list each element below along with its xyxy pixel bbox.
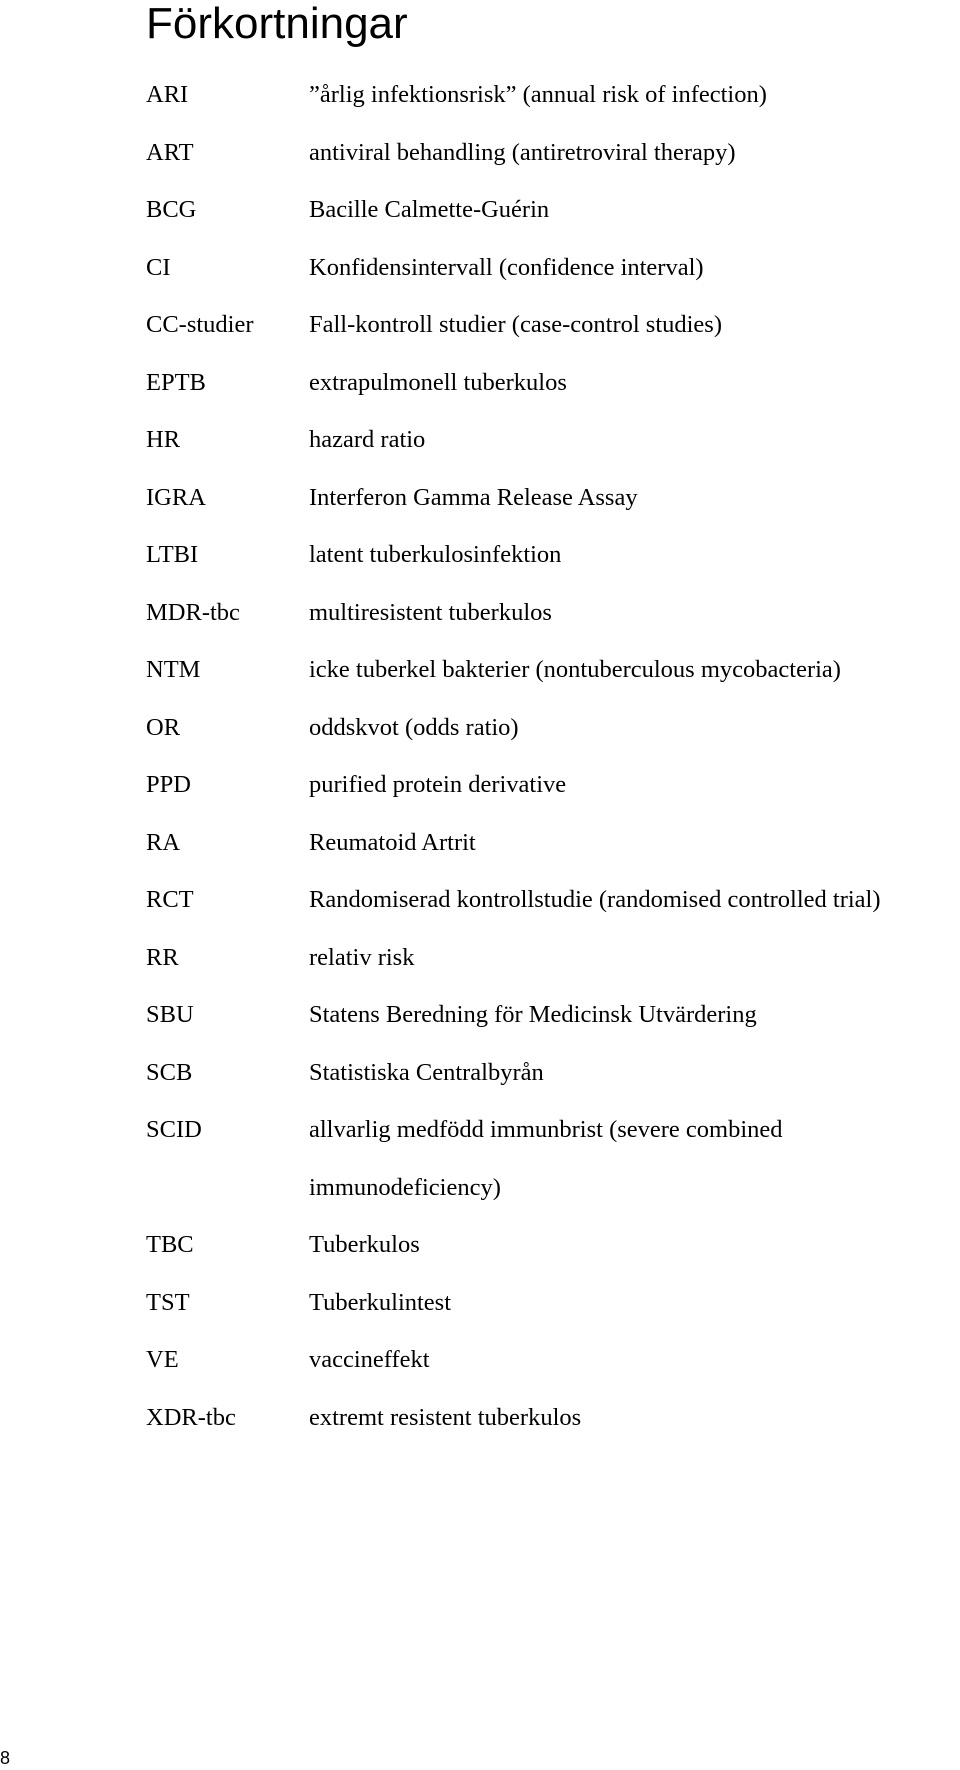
- abbreviation: XDR-tbc: [146, 1403, 236, 1431]
- abbreviation-definition: Interferon Gamma Release Assay: [309, 483, 638, 511]
- abbreviation-entry: [146, 469, 946, 527]
- abbreviation-definition: extrapulmonell tuberkulos: [309, 368, 567, 396]
- abbreviation: PPD: [146, 771, 191, 798]
- abbreviation: CI: [146, 253, 171, 281]
- abbreviation: LTBI: [146, 541, 199, 568]
- abbreviation-entry: [146, 526, 946, 584]
- abbreviation-entry: [146, 986, 946, 1044]
- abbreviation-definition: antiviral behandling (antiretroviral therapy): [309, 138, 736, 166]
- abbreviation: RA: [146, 828, 181, 856]
- abbreviation-entry: [146, 1044, 946, 1102]
- abbreviation: RR: [146, 943, 179, 971]
- abbreviation-definition: vaccineffekt: [309, 1346, 430, 1373]
- abbreviation: ART: [146, 138, 194, 166]
- abbreviation-entry: [146, 1101, 946, 1216]
- abbreviation-entry: [146, 641, 946, 699]
- abbreviation-definition: icke tuberkel bakterier (nontuberculous mycobacteria): [309, 656, 841, 683]
- abbreviation-definition: Randomiserad kontrollstudie (randomised controlled trial): [309, 886, 881, 913]
- abbreviation: SCID: [146, 1116, 202, 1143]
- abbreviation-definition: Fall-kontroll studier (case-control studies): [309, 311, 722, 338]
- abbreviation-definition: oddskvot (odds ratio): [309, 713, 519, 741]
- abbreviation: EPTB: [146, 368, 206, 396]
- abbreviation: BCG: [146, 196, 197, 223]
- abbreviation-entry: [146, 814, 946, 872]
- abbreviation: MDR-tbc: [146, 598, 240, 626]
- abbreviation: SCB: [146, 1058, 193, 1086]
- abbreviation-entry: [146, 1389, 946, 1447]
- abbreviation-entry: [146, 181, 946, 239]
- abbreviation-entry: [146, 296, 946, 354]
- abbreviation-definition: relativ risk: [309, 943, 415, 971]
- abbreviation-list: [146, 66, 946, 1446]
- abbreviation: SBU: [146, 1001, 194, 1028]
- abbreviation-definition: Konfidensintervall (confidence interval): [309, 253, 704, 281]
- abbreviation-entry: [146, 239, 946, 297]
- abbreviation-definition: multiresistent tuberkulos: [309, 598, 552, 626]
- abbreviation: RCT: [146, 886, 194, 913]
- page-number: 8: [0, 1748, 11, 1768]
- abbreviation-definition: purified protein derivative: [309, 771, 567, 798]
- abbreviation-definition: Reumatoid Artrit: [309, 828, 476, 856]
- abbreviation-entry: [146, 871, 946, 929]
- abbreviation: IGRA: [146, 483, 206, 511]
- abbreviation-entry: [146, 929, 946, 987]
- abbreviation: TST: [146, 1288, 190, 1316]
- abbreviation-entry: [146, 699, 946, 757]
- abbreviation-definition: latent tuberkulosinfektion: [309, 541, 562, 568]
- abbreviation: ARI: [146, 81, 189, 108]
- abbreviation-definition: ”årlig infektionsrisk” (annual risk of infection): [309, 81, 767, 108]
- abbreviation-entry: [146, 354, 946, 412]
- abbreviation-definition: Tuberkulintest: [309, 1288, 452, 1316]
- abbreviation-entry: [146, 584, 946, 642]
- abbreviation-definition: Tuberkulos: [309, 1231, 420, 1258]
- abbreviation-entry: [146, 66, 946, 124]
- abbreviation: OR: [146, 713, 181, 741]
- abbreviation-entry: [146, 1216, 946, 1274]
- abbreviation-entry: [146, 124, 946, 182]
- abbreviation-definition: Bacille Calmette-Guérin: [309, 196, 550, 223]
- abbreviation: NTM: [146, 656, 201, 683]
- abbreviation: HR: [146, 426, 181, 453]
- abbreviation: CC-studier: [146, 311, 254, 338]
- abbreviation: VE: [146, 1346, 179, 1373]
- abbreviation-entry: [146, 1274, 946, 1332]
- abbreviation-entry: [146, 411, 946, 469]
- abbreviation-definition: Statens Beredning för Medicinsk Utvärdering: [309, 1001, 757, 1028]
- abbreviation-definition: hazard ratio: [309, 426, 426, 453]
- page-title: Förkortningar: [146, 0, 408, 48]
- abbreviation-entry: [146, 1331, 946, 1389]
- abbreviation-definition: allvarlig medfödd immunbrist (severe combined immunodeficiency): [309, 1116, 783, 1201]
- abbreviation-definition: Statistiska Centralbyrån: [309, 1058, 544, 1086]
- abbreviation-definition: extremt resistent tuberkulos: [309, 1403, 582, 1431]
- abbreviation: TBC: [146, 1231, 194, 1258]
- abbreviation-entry: [146, 756, 946, 814]
